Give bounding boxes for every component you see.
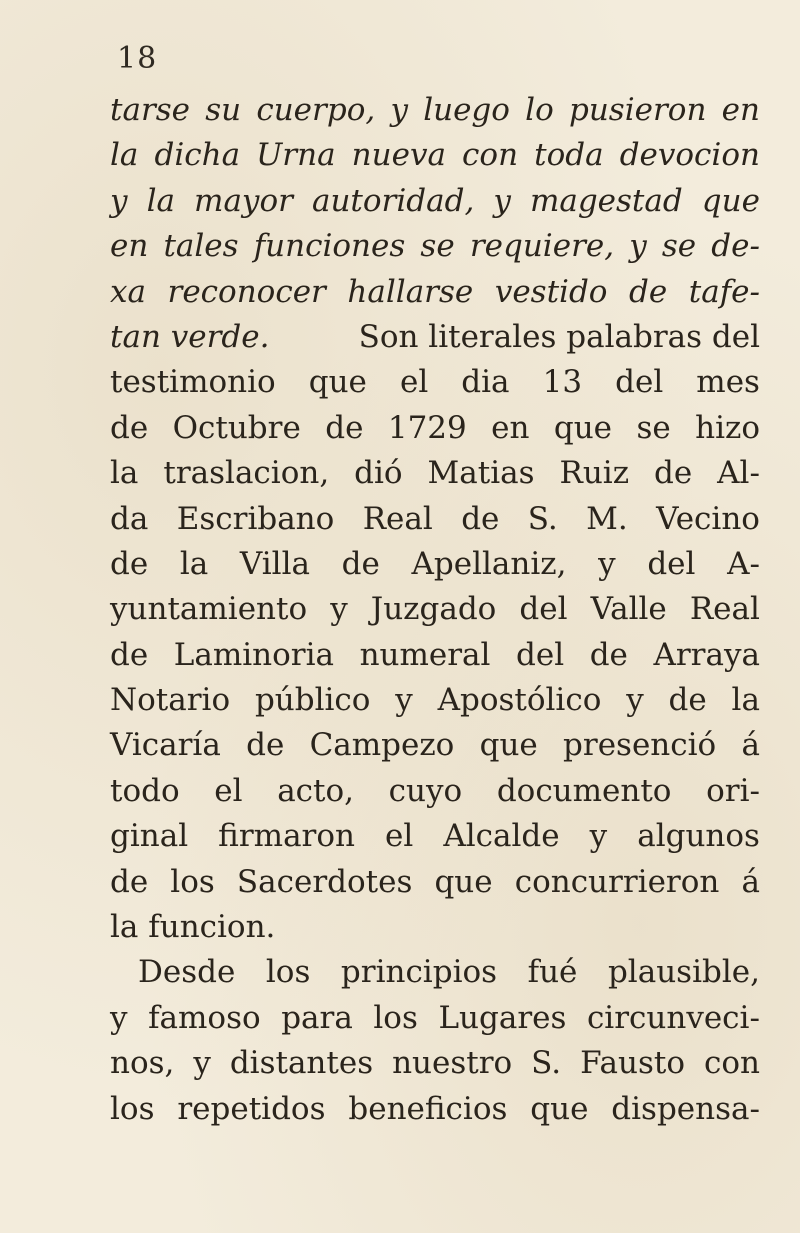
word: la [110,455,139,492]
word: mes [696,364,760,401]
text-line [110,360,760,405]
text-line [110,406,760,451]
line-text [110,497,760,542]
word: algunos [637,818,760,855]
word: dia [461,364,510,401]
word: que [530,1090,589,1127]
text-line [110,1041,760,1086]
word: y [626,682,644,719]
word: en [721,92,760,128]
word: acto, [277,772,355,809]
text-line [110,179,760,224]
word: distantes [229,1045,374,1082]
word: el [385,818,414,855]
text-line [110,270,760,315]
word: cuerpo, [256,92,376,128]
text-line [110,950,760,995]
word: circunveci- [586,999,760,1036]
word: xa [110,273,146,310]
word: la [731,682,760,719]
word: vestido [494,273,608,310]
word: y [193,1045,211,1082]
line-text [110,133,760,178]
word: requiere, [469,228,615,265]
word: de- [711,228,760,265]
text-line [110,315,760,360]
line-text [110,860,760,905]
text-line [110,88,760,133]
word: de [629,273,668,310]
word: los [170,863,215,900]
line-text [110,1041,760,1086]
word: en [110,228,149,265]
text-line [110,996,760,1041]
word: pusieron [568,92,707,128]
text-line [110,587,760,632]
line-text [110,179,760,224]
word: y [493,182,511,219]
word: se [636,409,671,446]
word: todo [110,772,180,809]
line-text [110,678,760,723]
line-text [110,542,760,587]
text-line [110,860,760,905]
word: yuntamiento [110,591,308,628]
text-line [110,769,760,814]
text-line [110,723,760,768]
word: el [214,772,243,809]
word: lo [525,92,554,128]
word: hizo [695,409,760,446]
word: la [179,545,209,582]
word: y [110,182,128,219]
word: y [629,228,647,265]
word: se [420,228,455,265]
word: Vicaría [110,727,221,764]
word: 1729 [387,409,467,446]
word: tarse [110,92,191,128]
text-line [110,814,760,859]
line-text [110,587,760,632]
word: se [661,228,697,265]
word: y [390,92,408,128]
word: con [703,1045,760,1082]
word: Alcalde [443,818,560,855]
word: Fausto [580,1045,685,1082]
word: de [341,545,380,582]
word: Al- [717,455,760,492]
word: firmaron [218,818,355,855]
word: principios [340,954,498,991]
word: Apellaniz, [411,545,567,582]
word: ginal [110,818,189,855]
text-line [110,133,760,178]
text-line [110,224,760,269]
line-text [110,88,760,133]
word: S. [527,500,558,537]
word: documento [496,772,672,809]
word: nos, [110,1045,175,1082]
word: hallarse [347,273,474,310]
word: los [110,1090,155,1127]
word: 13 [542,364,583,401]
body-text [110,88,760,1132]
word: ori- [706,772,760,809]
text-line [110,633,760,678]
word: luego [423,92,510,128]
line-text [110,814,760,859]
word: el [399,364,429,401]
word: público [254,682,371,719]
word: que [701,182,760,219]
italic-segment: tan verde. [110,318,270,355]
word: mayor [194,182,293,219]
word: dicha [154,137,241,174]
word: dió [354,455,403,492]
word: la [110,137,139,174]
word: fué [527,954,578,991]
word: que [308,364,367,401]
line-text [110,406,760,451]
word: numeral [359,636,491,673]
word: Sacerdotes [236,863,413,900]
word: los [265,954,311,991]
word: y [395,682,413,719]
word: para [281,999,353,1036]
word: de [110,636,149,673]
line-text [110,224,760,269]
word: de [110,863,149,900]
word: que [553,409,613,446]
line-text [110,360,760,405]
word: concurrieron [514,863,720,900]
page-number: 18 [117,41,158,76]
word: beneficios [348,1090,508,1127]
word: M. [586,500,628,537]
word: da [110,500,149,537]
word: de [246,727,285,764]
word: tales [163,228,239,265]
text-line [110,905,760,950]
word: y [589,818,608,855]
word: toda [534,137,604,174]
text-line [110,497,760,542]
word: Arraya [653,636,760,673]
word: autoridad, [311,182,475,219]
word: de [654,455,693,492]
text-line [110,1087,760,1132]
word: que [479,727,538,764]
word: famoso [148,999,261,1036]
text-line [110,678,760,723]
word: Campezo [309,727,455,764]
word: Lugares [438,999,567,1036]
word: devocion [619,137,760,174]
word: tafe- [688,273,760,310]
word: á [741,727,760,764]
text-line [110,542,760,587]
word: y [598,545,616,582]
word: reconocer [167,273,326,310]
word: magestad [529,182,683,219]
word: que [434,863,493,900]
word: Octubre [172,409,301,446]
line-text [110,451,760,496]
word: Real [689,591,760,628]
line-text [110,633,760,678]
word: la [146,182,175,219]
roman-segment: Son literales palabras del [358,318,760,355]
word: cuyo [388,772,463,809]
text-line [110,451,760,496]
word: de [589,636,628,673]
word: de [668,682,707,719]
word: funciones [253,228,406,265]
line-text [110,996,760,1041]
word: Real [362,500,433,537]
word: testimonio [110,364,276,401]
word: S. [531,1045,562,1082]
word: Apostólico [437,682,602,719]
word: del [519,591,568,628]
line-text [110,1087,760,1132]
word: con [462,137,519,174]
word: Vecino [656,500,760,537]
word: plausible, [607,954,760,991]
word: Escribano [176,500,335,537]
line-text [138,950,760,995]
word: y [330,591,348,628]
line-text [110,723,760,768]
word: del [615,364,664,401]
word: repetidos [177,1090,326,1127]
word: y [110,999,128,1036]
word: Urna [256,137,336,174]
word: nuestro [392,1045,513,1082]
word: Villa [239,545,310,582]
word: nueva [351,137,446,174]
word: Matias [427,455,535,492]
word: Valle [590,591,667,628]
line-text: la funcion. [110,909,276,946]
word: Desde [138,954,236,991]
word: dispensa- [611,1090,760,1127]
line-text [110,270,760,315]
word: presenció [563,727,717,764]
word: de [110,409,149,446]
word: los [373,999,418,1036]
word: Juzgado [370,591,497,628]
word: de [461,500,500,537]
word: traslacion, [163,455,330,492]
word: su [205,92,242,128]
word: á [741,863,760,900]
word: de [110,545,149,582]
word: A- [727,545,760,582]
word: Ruiz [559,455,630,492]
line-text [110,769,760,814]
word: en [491,409,530,446]
word: Laminoria [173,636,334,673]
word: del [647,545,696,582]
word: del [516,636,565,673]
word: de [325,409,364,446]
word: Notario [110,682,231,719]
